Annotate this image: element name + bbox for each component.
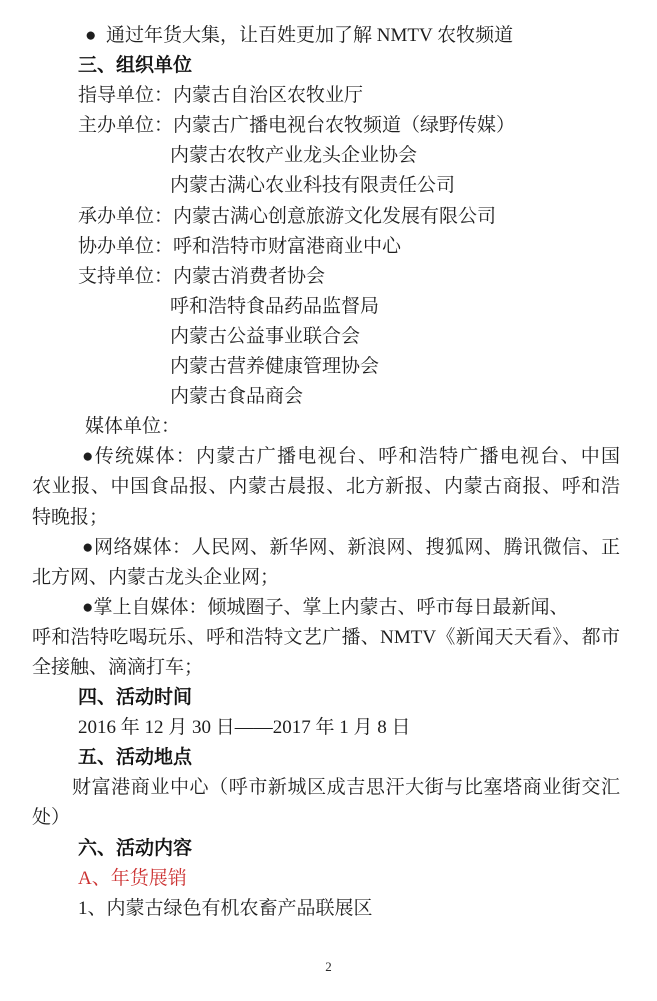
- page-number: 2: [325, 959, 332, 974]
- document-body: [32, 21, 620, 924]
- line-event-dates: 2016 年 12 月 30 日——2017 年 1 月 8 日: [78, 717, 411, 739]
- line-organizer-unit: 承办单位：内蒙古满心创意旅游文化发展有限公司: [78, 205, 497, 227]
- line-mobile-media-cont: 呼和浩特吃喝玩乐、呼和浩特文艺广播、NMTV《新闻天天看》、都市: [32, 626, 620, 648]
- line-traditional-media-cont: 农业报、中国食品报、内蒙古晨报、北方新报、内蒙古商报、呼和浩: [32, 476, 620, 498]
- line-media-units-label: 媒体单位：: [85, 416, 181, 438]
- line-online-media: ●网络媒体：人民网、新华网、新浪网、搜狐网、腾讯微信、正: [82, 536, 620, 558]
- bullet-item-nmtv: ● 通过年货大集，让百姓更加了解 NMTV 农牧频道: [85, 25, 514, 46]
- heading-event-time: 四、活动时间: [78, 687, 193, 709]
- line-mobile-media-end: 全接触、滴滴打车；: [32, 656, 204, 678]
- heading-event-content: 六、活动内容: [78, 837, 193, 859]
- line-guidance-unit: 指导单位：内蒙古自治区农牧业厅: [78, 85, 364, 107]
- line-support-unit-cont: 内蒙古食品商会: [170, 386, 304, 408]
- line-support-unit: 支持单位：内蒙古消费者协会: [78, 265, 326, 287]
- line-traditional-media: ●传统媒体：内蒙古广播电视台、呼和浩特广播电视台、中国: [82, 446, 620, 468]
- line-traditional-media-end: 特晚报；: [32, 506, 109, 528]
- line-mobile-media: ●掌上自媒体：倾城圈子、掌上内蒙古、呼市每日最新闻、: [82, 596, 569, 618]
- line-support-unit-cont: 内蒙古公益事业联合会: [170, 325, 361, 347]
- heading-event-location: 五、活动地点: [78, 747, 193, 769]
- line-support-unit-cont: 内蒙古营养健康管理协会: [170, 356, 380, 378]
- line-online-media-end: 北方网、内蒙古龙头企业网；: [32, 566, 280, 588]
- line-event-location: 财富港商业中心（呼市新城区成吉思汗大街与比塞塔商业街交汇: [72, 777, 620, 799]
- line-co-organizer-unit: 协办单位：呼和浩特市财富港商业中心: [78, 235, 402, 257]
- heading-organizing-units: 三、组织单位: [78, 55, 193, 77]
- line-section-a-goods-expo: A、年货展销: [78, 867, 187, 889]
- line-host-unit-cont: 内蒙古农牧产业龙头企业协会: [170, 145, 418, 167]
- line-host-unit-cont: 内蒙古满心农业科技有限责任公司: [170, 175, 456, 197]
- line-item-1-exhibition-zone: 1、内蒙古绿色有机农畜产品联展区: [78, 897, 373, 919]
- line-event-location-end: 处）: [32, 807, 71, 829]
- line-support-unit-cont: 呼和浩特食品药品监督局: [170, 295, 380, 317]
- line-host-unit: 主办单位：内蒙古广播电视台农牧频道（绿野传媒）: [78, 115, 516, 137]
